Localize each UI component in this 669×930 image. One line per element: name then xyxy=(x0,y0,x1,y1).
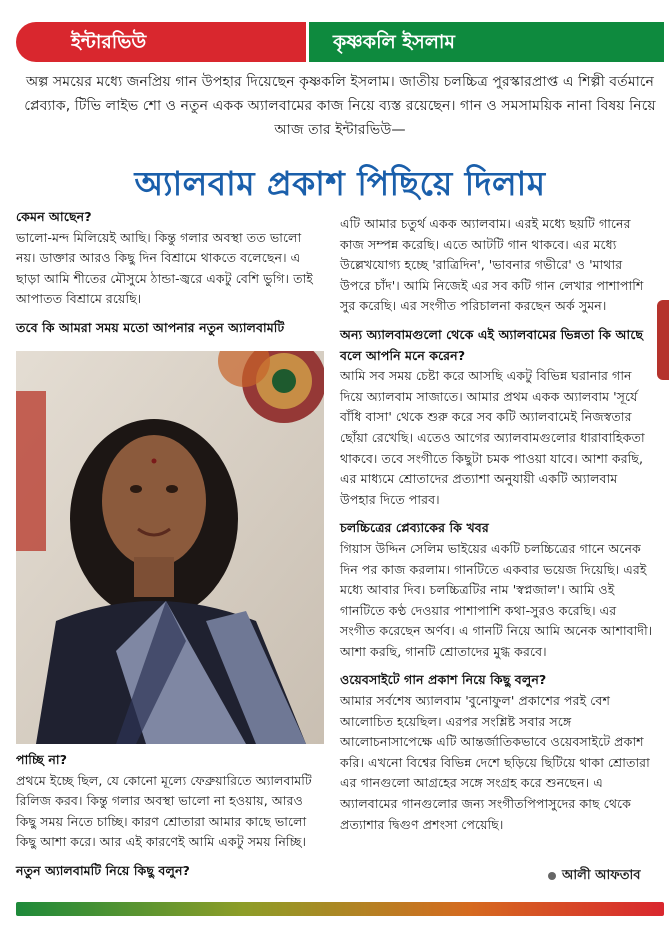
right-column xyxy=(340,214,654,835)
answer-new-album: এটি আমার চতুর্থ একক অ্যালবাম। এরই মধ্যে ছয়টি গানের কাজ সম্পন্ন করেছি। এতে আটটি গান থাকবে। এর মধ্যে উল্লেখযোগ্য হচ্ছে 'রাত্রিদিন', 'ভাবনার গভীরে' ও 'মাথার উপরে চাঁদ'। আমি নিজেই এর সব কটি গান লেখার পাশাপাশি সুর করেছি। এর সংগীত পরিচালনা করছেন অর্ক সুমন। xyxy=(340,216,644,314)
bullet-dot-icon xyxy=(548,872,556,880)
singer-photo xyxy=(16,351,324,744)
question-album-on-time-part2: পাচ্ছি না? xyxy=(16,752,67,767)
byline xyxy=(548,866,641,887)
question-album-difference: অন্য অ্যালবামগুলো থেকে এই অ্যালবামের ভিন্নতা কি আছে বলে আপনি মনে করেন? xyxy=(340,326,644,363)
intro-paragraph: অল্প সময়ের মধ্যে জনপ্রিয় গান উপহার দিয়েছেন কৃষ্ণকলি ইসলাম। জাতীয় চলচ্চিত্র পুরস্কারপ্রাপ্ত এ শিল্পী বর্তমানে প্লেব্যাক, টিভি লাইভ শো ও নতুন একক অ্যালবামের কাজ নিয়ে ব্যস্ত রয়েছেন। গান ও সমসাময়িক নানা বিষয় নিয়ে আজ তার ইন্টারভিউ— xyxy=(24,74,656,138)
headline: অ্যালবাম প্রকাশ পিছিয়ে দিলাম xyxy=(134,164,546,203)
question-website-release: ওয়েবসাইটে গান প্রকাশ নিয়ে কিছু বলুন? xyxy=(340,672,547,688)
left-column-bottom xyxy=(16,750,322,882)
question-playback: চলচ্চিত্রের প্লেব্যাকের কি খবর xyxy=(340,520,489,536)
section-tag: ইন্টারভিউ xyxy=(16,22,306,62)
answer-playback: গিয়াস উদ্দিন সেলিম ভাইয়ের একটি চলচ্চিত্রের গানে অনেক দিন পর কাজ করলাম। গানটিতে একবার ভয়েজ দিয়েছি। এরই মধ্যে আবার দিব। চলচ্চিত্রটির নাম 'স্বপ্নজাল'। আমি ওই গানটিতে কণ্ঠ দেওয়ার পাশাপাশি কথা-সুরও করেছি। এর সংগীত করেছেন অর্ণব। এ গানটি নিয়ে আমি অনেক আশাবাদী। আশা করছি, গানটি শ্রোতাদের মুগ্ধ করবে। xyxy=(340,540,653,659)
singer-portrait-image xyxy=(16,351,324,744)
question-album-on-time-part1: তবে কি আমরা সময় মতো আপনার নতুন অ্যালবামটি xyxy=(16,319,285,335)
answer-website-release: আমার সর্বশেষ অ্যালবাম 'বুনোফুল' প্রকাশের পরই বেশ আলোচিত হয়েছিল। এরপর সংশ্লিষ্ট সবার সঙ্গে আলোচনাসাপেক্ষে এটি আন্তর্জাতিকভাবে ওয়েবসাইটে প্রকাশ করি। এখনো বিশ্বের বিভিন্ন দেশে ছড়িয়ে ছিটিয়ে থাকা শ্রোতারা এর গানগুলো আগ্রহের সঙ্গে সংগ্রহ করে শুনছেন। এ অ্যালবামের গানগুলোর জন্য সংগীতপিপাসুদের কাছ থেকে প্রত্যাশার দ্বিগুণ প্রশংসা পেয়েছি। xyxy=(340,693,650,832)
subject-name-tag: কৃষ্ণকলি ইসলাম xyxy=(306,22,664,62)
answer-album-difference: আমি সব সময় চেষ্টা করে আসছি একটু বিভিন্ন ঘরানার গান দিয়ে অ্যালবাম সাজাতে। আমার প্রথম একক অ্যালবাম 'সূর্যে বাঁধি বাসা' থেকে শুরু করে সব কটি অ্যালবামেই নিজস্বতার ছোঁয়া রেখেছি। এতেও আগের অ্যালবামগুলোর ধারাবাহিকতা থাকবে। তবে সংগীতে কিছুটা চমক পাওয়া যাবে। আশা করছি, এর মাধ্যমে শ্রোতাদের প্রত্যাশা অনুযায়ী একটি অ্যালবাম উপহার দিতে পারব। xyxy=(340,368,645,507)
header-banner xyxy=(16,22,664,62)
left-column-top xyxy=(16,207,322,339)
byline-author: আলী আফতাব xyxy=(562,868,641,883)
answer-how-are-you: ভালো-মন্দ মিলিয়েই আছি। কিন্তু গলার অবস্থা তত ভালো নয়। ডাক্তার আরও কিছু দিন বিশ্রামে থাকতে বলেছেন। এ ছাড়া আমি শীতের মৌসুমে ঠান্ডা-জ্বরে একটু বেশি ভুগি। তাই আপাতত বিশ্রামে রয়েছি। xyxy=(16,229,313,307)
adjacent-page-image-edge xyxy=(657,300,669,380)
footer-color-bar xyxy=(16,902,664,916)
question-how-are-you: কেমন আছেন? xyxy=(16,209,92,224)
question-new-album: নতুন অ্যালবামটি নিয়ে কিছু বলুন? xyxy=(16,862,190,878)
answer-album-on-time: প্রথমে ইচ্ছে ছিল, যে কোনো মূল্যে ফেব্রুয়ারিতে অ্যালবামটি রিলিজ করব। কিন্তু গলার অবস্থা ভালো না হওয়ায়, আরও কিছু সময় নিতে চাচ্ছি। কারণ শ্রোতারা আমার কাছে ভালো কিছু আশা করে। আর এই কারণেই আমি একটু সময় নিচ্ছি। xyxy=(16,772,312,850)
